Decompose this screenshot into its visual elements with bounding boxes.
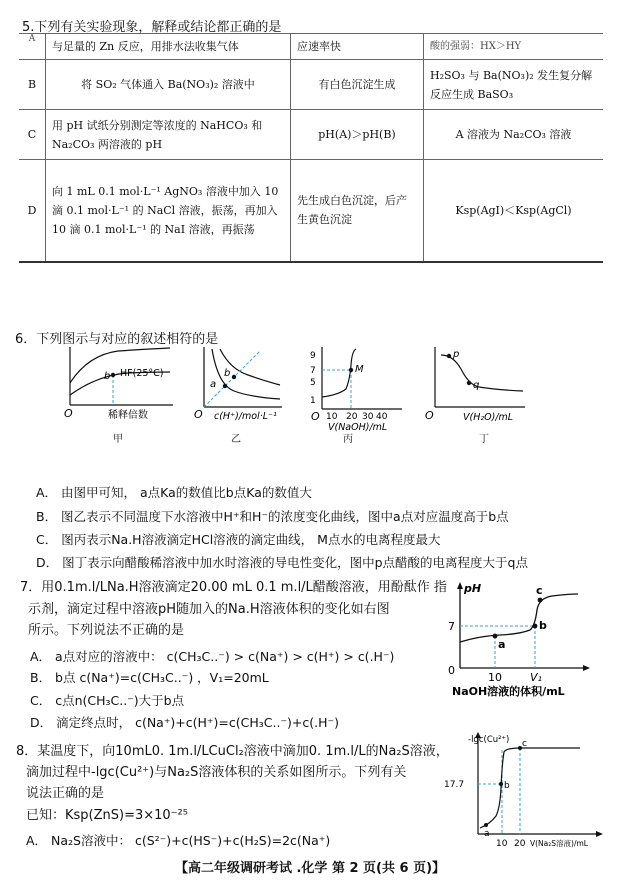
table-row bbox=[19, 34, 603, 60]
y-axis-label: -lgc(Cu²⁺) bbox=[468, 735, 510, 745]
point-a-label: a bbox=[498, 638, 506, 651]
row-label: B bbox=[19, 60, 46, 110]
y-axis-label: pH bbox=[464, 582, 482, 595]
q7-line: 7．用0.1m.l/LNa.H溶液滴定20.00 mL 0.1 m.l/L醋酸溶液，用酚酞作 指 bbox=[20, 580, 447, 595]
operation-cell: 用 pH 试纸分别测定等浓度的 NaHCO₃ 和 Na₂CO₃ 两溶液的 pH bbox=[46, 110, 291, 160]
q7-option-a: A． a点对应的溶液中： c(CH₃C..⁻) > c(Na⁺) > c(H⁺) > c(.H⁻) bbox=[30, 649, 395, 664]
q6-title: 6．下列图示与对应的叙述相符的是 bbox=[15, 332, 219, 347]
y-tick: 7 bbox=[448, 620, 455, 633]
point-q-label: q bbox=[473, 380, 480, 391]
graph-yi bbox=[190, 345, 285, 425]
row-label: A bbox=[19, 34, 46, 60]
graph-label: 乙 bbox=[231, 434, 241, 445]
origin-label: 0 bbox=[448, 664, 455, 677]
point-a-label: a bbox=[484, 829, 490, 839]
q8-line: 滴加过程中-lgc(Cu²⁺)与Na₂S溶液体积的关系如图所示。下列有关 bbox=[26, 765, 407, 780]
x-axis-label: V(NaOH)/mL bbox=[328, 422, 388, 433]
origin-label: O bbox=[425, 409, 434, 422]
origin-label: O bbox=[64, 407, 73, 420]
phenomenon-cell: pH(A)＞pH(B) bbox=[291, 110, 424, 160]
x-tick: 10 bbox=[326, 412, 338, 422]
point-m-label: M bbox=[355, 364, 364, 375]
graph-label: 甲 bbox=[113, 434, 123, 445]
point-c-label: c bbox=[522, 739, 527, 749]
x-tick: 20 bbox=[514, 839, 526, 849]
x-tick: 10 bbox=[496, 839, 508, 849]
phenomenon-cell: 先生成白色沉淀，后产生黄色沉淀 bbox=[291, 160, 424, 262]
x-axis-label: c(H⁺)/mol·L⁻¹ bbox=[214, 411, 277, 422]
q7-option-d: D． 滴定终点时， c(Na⁺)+c(H⁺)=c(CH₃C..⁻)+c(.H⁻) bbox=[30, 715, 339, 730]
q8-chart bbox=[440, 728, 610, 852]
x-axis-caption: NaOH溶液的体积/mL bbox=[452, 685, 565, 698]
q7-option-b: B． b点 c(Na⁺)=c(CH₃C..⁻) ，V₁=20mL bbox=[30, 670, 269, 685]
q7-option-c: C． c点n(CH₃C..⁻)大于b点 bbox=[30, 693, 185, 708]
q6-option-c: C． 图丙表示Na.H溶液滴定HCl溶液的滴定曲线， M点水的电离程度最大 bbox=[36, 532, 441, 547]
origin-label: O bbox=[311, 410, 320, 423]
point-b-label: b bbox=[224, 368, 231, 379]
x-axis-label: 稀释倍数 bbox=[108, 410, 148, 421]
graph-label: 丁 bbox=[479, 434, 489, 445]
q8-line: 8．某温度下，向10mL0. 1m.l/LCuCl₂溶液中滴加0. 1m.l/L的Na₂S溶液， bbox=[16, 744, 449, 759]
q7-line: 所示。下列说法不正确的是 bbox=[28, 623, 185, 638]
row-label: D bbox=[19, 160, 46, 262]
curve-label: HF(25°C) bbox=[120, 368, 164, 379]
phenomenon-cell: 有白色沉淀生成 bbox=[291, 60, 424, 110]
y-tick: 9 bbox=[310, 351, 316, 361]
q7-line: 示剂，滴定过程中溶液pH随加入的Na.H溶液体积的变化如右图 bbox=[28, 602, 390, 617]
y-tick: 7 bbox=[310, 366, 316, 376]
x-axis-label: V(H₂O)/mL bbox=[463, 412, 514, 423]
operation-cell: 向 1 mL 0.1 mol·L⁻¹ AgNO₃ 溶液中加入 10 滴 0.1 mol·L⁻¹ 的 NaCl 溶液，振荡，再加入 10 滴 0.1 mol·L⁻¹ 的 NaI 溶液，再振荡 bbox=[46, 160, 291, 262]
operation-cell: 与足量的 Zn 反应，用排水法收集气体 bbox=[46, 34, 291, 60]
row-label: C bbox=[19, 110, 46, 160]
x-tick: V₁ bbox=[530, 671, 542, 684]
x-axis-label: V(Na₂S溶液)/mL bbox=[530, 839, 588, 848]
q8-option-a: A． Na₂S溶液中： c(S²⁻)+c(HS⁻)+c(H₂S)=2c(Na⁺) bbox=[26, 833, 331, 848]
q6-option-b: B． 图乙表示不同温度下水溶液中H⁺和H⁻的浓度变化曲线，图中a点对应温度高于b点 bbox=[36, 509, 509, 524]
origin-label: O bbox=[194, 408, 203, 421]
conclusion-cell: Ksp(AgI)＜Ksp(AgCl) bbox=[424, 160, 604, 262]
x-tick: 30 bbox=[362, 412, 374, 422]
y-tick: 5 bbox=[310, 378, 316, 388]
x-tick: 20 bbox=[346, 412, 358, 422]
conclusion-cell: H₂SO₃ 与 Ba(NO₃)₂ 发生复分解反应生成 BaSO₃ bbox=[424, 60, 604, 110]
q7-titration-chart bbox=[440, 580, 600, 698]
y-tick: 1 bbox=[310, 396, 316, 406]
q5-table bbox=[19, 33, 603, 263]
x-tick: 10 bbox=[488, 671, 502, 684]
conclusion-cell: 酸的强弱：HX＞HY bbox=[424, 34, 604, 60]
point-b-label: b bbox=[539, 619, 547, 632]
point-b-label: b bbox=[504, 781, 510, 791]
graph-label: 丙 bbox=[343, 434, 353, 445]
q6-option-a: A． 由图甲可知， a点Ka的数值比b点Ka的数值大 bbox=[36, 485, 312, 500]
q5-title: 5.下列有关实验现象，解释或结论都正确的是 bbox=[22, 20, 282, 35]
q8-line: 已知：Ksp(ZnS)=3×10⁻²⁵ bbox=[26, 808, 188, 823]
x-tick: 40 bbox=[376, 412, 388, 422]
table-row bbox=[19, 60, 603, 110]
conclusion-cell: A 溶液为 Na₂CO₃ 溶液 bbox=[424, 110, 604, 160]
graph-bing bbox=[306, 345, 406, 433]
q6-option-d: D． 图丁表示向醋酸稀溶液中加水时溶液的导电性变化，图中p点醋酸的电离程度大于q点 bbox=[36, 555, 528, 570]
operation-cell: 将 SO₂ 气体通入 Ba(NO₃)₂ 溶液中 bbox=[46, 60, 291, 110]
phenomenon-cell: 应速率快 bbox=[291, 34, 424, 60]
point-c-label: c bbox=[536, 584, 543, 597]
graph-ding bbox=[423, 345, 528, 425]
point-a-label: a bbox=[210, 379, 217, 390]
point-b-label: b bbox=[104, 371, 111, 382]
y-tick: 17.7 bbox=[444, 780, 465, 790]
point-p-label: p bbox=[453, 349, 460, 360]
page-footer: 【高二年级调研考试 .化学 第 2 页(共 6 页)】 bbox=[174, 861, 446, 876]
graph-jia bbox=[58, 345, 178, 425]
table-row bbox=[19, 110, 603, 160]
q8-line: 说法正确的是 bbox=[26, 786, 105, 801]
table-row bbox=[19, 160, 603, 262]
